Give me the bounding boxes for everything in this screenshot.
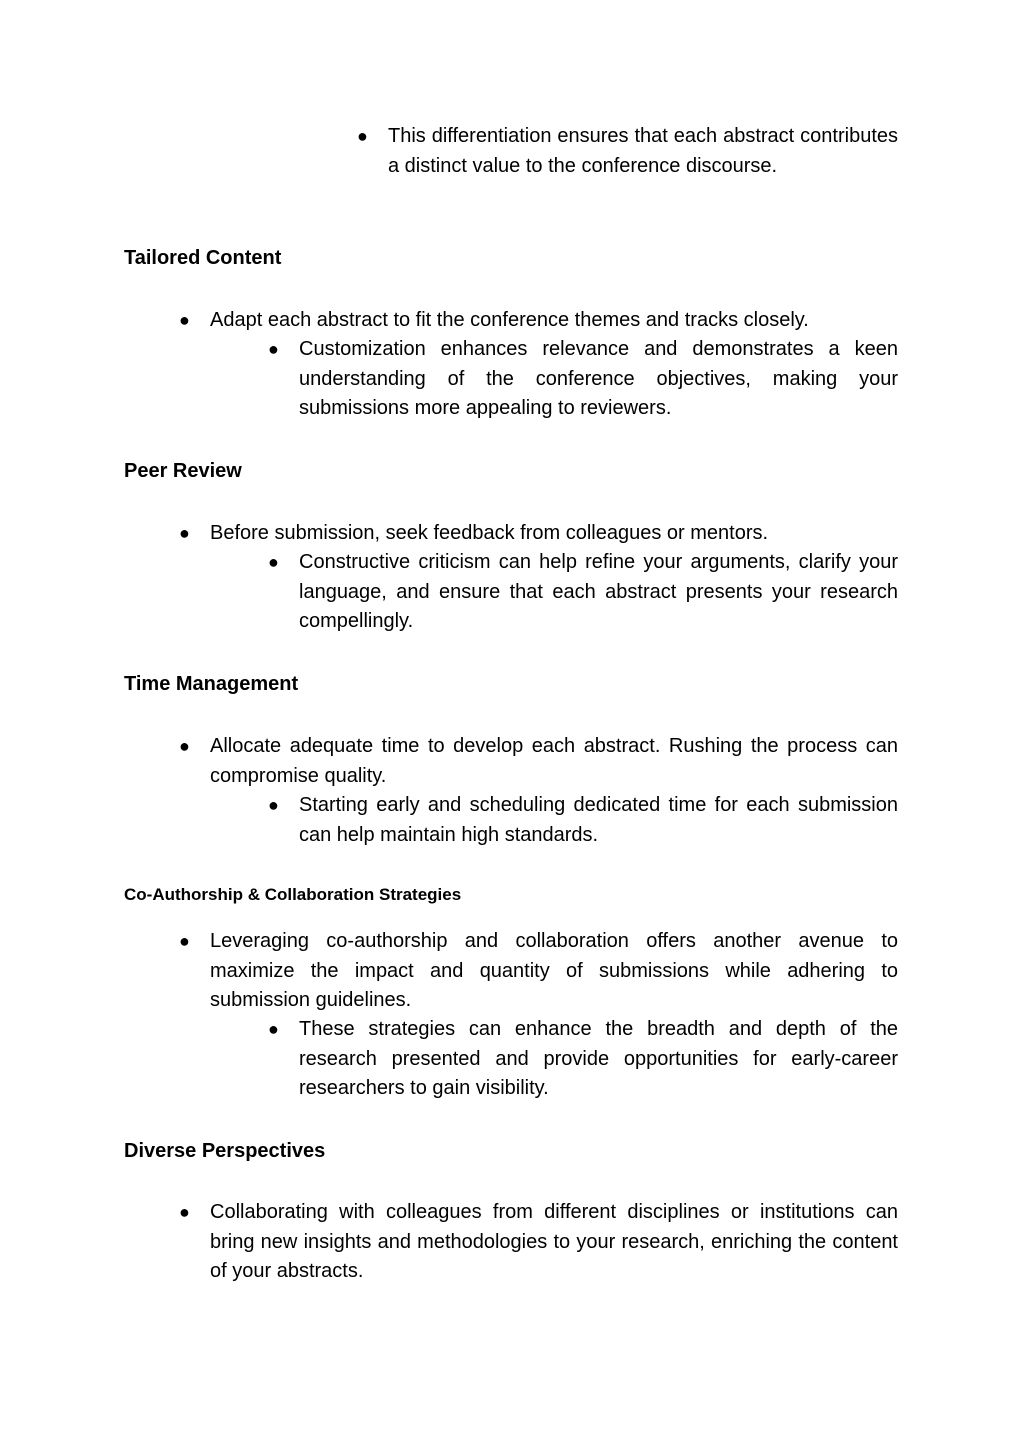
intro-bullet [357,122,898,181]
section-heading-tailored-content: Tailored Content [124,247,282,269]
bullet-item [179,927,898,1016]
bullet-item [179,1198,898,1287]
bullet-text: Customization enhances relevance and demonstrates a keen understanding of the conference objectives, making your submissions more appealing to reviewers. [299,338,898,419]
bullet-text: These strategies can enhance the breadth and depth of the research presented and provide opportunities for early-career researchers to gain visibility. [299,1018,898,1099]
sub-bullet-item [268,335,898,424]
bullet-text: Constructive criticism can help refine your arguments, clarify your language, and ensure that each abstract presents your research compellingly. [299,551,898,632]
bullet-icon: ● [179,1202,190,1222]
bullet-icon: ● [179,931,190,951]
bullet-text: This differentiation ensures that each abstract contributes a distinct value to the conference discourse. [388,125,898,177]
bullet-text: Collaborating with colleagues from different disciplines or institutions can bring new insights and methodologies to your research, enriching the content of your abstracts. [210,1201,898,1282]
bullet-icon: ● [268,552,279,572]
bullet-text: Allocate adequate time to develop each abstract. Rushing the process can compromise quality. [210,735,898,787]
sub-bullet-item [268,1015,898,1104]
bullet-icon: ● [268,1019,279,1039]
section-heading-time-management: Time Management [124,673,299,695]
section-heading-peer-review: Peer Review [124,460,242,482]
bullet-icon: ● [268,795,279,815]
bullet-item [179,732,898,791]
bullet-icon: ● [268,339,279,359]
sub-bullet-item [268,791,898,850]
bullet-text: Leveraging co-authorship and collaboration offers another avenue to maximize the impact and quantity of submissions while adhering to submission guidelines. [210,930,898,1011]
bullet-icon: ● [179,736,190,756]
bullet-item [179,519,898,549]
bullet-icon: ● [357,126,368,146]
bullet-item [179,306,898,336]
bullet-text: Adapt each abstract to fit the conference themes and tracks closely. [210,309,809,331]
sub-bullet-item [268,548,898,637]
bullet-text: Before submission, seek feedback from colleagues or mentors. [210,522,769,544]
bullet-text: Starting early and scheduling dedicated time for each submission can help maintain high standards. [299,794,898,846]
bullet-icon: ● [179,523,190,543]
bullet-icon: ● [179,310,190,330]
section-heading-diverse-perspectives: Diverse Perspectives [124,1140,326,1162]
section-heading-co-authorship: Co-Authorship & Collaboration Strategies [124,885,462,904]
